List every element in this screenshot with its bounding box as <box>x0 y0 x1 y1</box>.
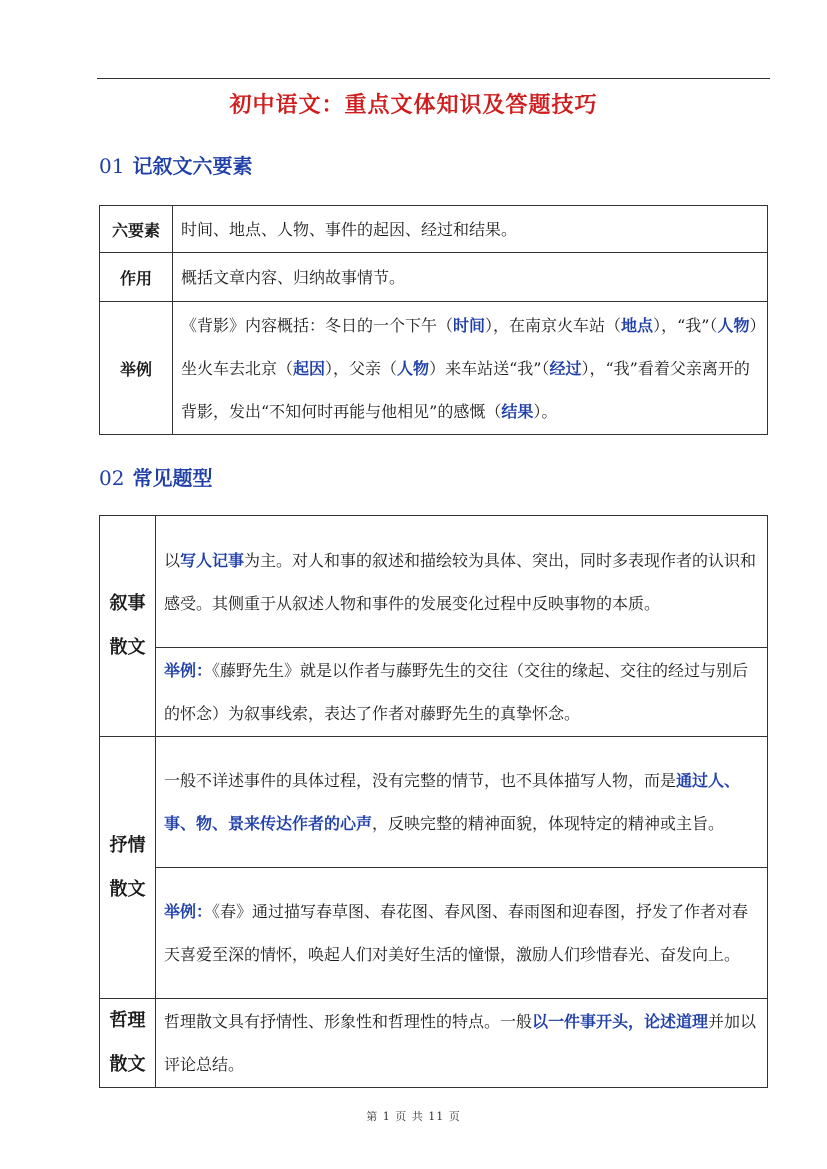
six-elements-table <box>99 205 768 435</box>
row-label: 作用 <box>100 253 173 302</box>
header-rule <box>97 78 770 79</box>
highlight-result: 结果 <box>501 401 534 421</box>
essay-types-table <box>99 515 768 1088</box>
text-run: ），在南京火车站（ <box>485 315 622 335</box>
document-title: 初中语文：重点文体知识及答题技巧 <box>229 92 598 118</box>
table-row <box>100 516 768 648</box>
highlight-place: 地点 <box>621 315 654 335</box>
text-run: ），“我”（ <box>653 315 718 335</box>
highlight-cause: 起因 <box>293 358 326 378</box>
example-text: 《藤野先生》就是以作者与藤野先生的交往（交往的缘起、交往的经过与别后的怀念）为叙事线索，表达了作者对藤野先生的真挚怀念。 <box>164 661 749 723</box>
highlight-text: 通过人、事、物、景来传达作者的心声 <box>164 771 741 833</box>
highlight-person: 人物 <box>397 358 430 378</box>
example-label: 举例： <box>164 661 213 680</box>
text-run: 《背影》内容概括：冬日的一个下午（ <box>181 315 454 335</box>
label-line: 叙事 <box>109 593 146 614</box>
example-text <box>173 302 768 435</box>
label-line: 哲理 <box>109 1010 146 1031</box>
lyrical-example <box>156 868 768 999</box>
row-text: 概括文章内容、归纳故事情节。 <box>173 253 768 302</box>
text-run: ）坐火车去北京（ <box>181 315 758 378</box>
highlight-text: 写人记事 <box>180 550 245 570</box>
highlight-person: 人物 <box>717 315 750 335</box>
section-title: 记叙文六要素 <box>132 154 253 178</box>
text-run: ），父亲（ <box>325 358 398 378</box>
text-run: 以 <box>164 550 181 570</box>
label-line: 散文 <box>109 637 146 658</box>
row-text: 时间、地点、人物、事件的起因、经过和结果。 <box>173 206 768 253</box>
type-label-narrative <box>100 516 156 737</box>
table-row <box>100 999 768 1088</box>
highlight-time: 时间 <box>453 315 486 335</box>
highlight-process: 经过 <box>549 358 582 378</box>
table-row <box>100 206 768 253</box>
philosophical-description <box>156 999 768 1088</box>
row-label: 六要素 <box>100 206 173 253</box>
label-line: 散文 <box>109 878 146 900</box>
type-label-lyrical <box>100 737 156 999</box>
text-run: ）。 <box>533 401 558 421</box>
section-number: 01 <box>99 154 125 178</box>
text-run: 哲理散文具有抒情性、形象性和哲理性的特点。一般 <box>164 1012 533 1031</box>
section-number: 02 <box>99 466 125 490</box>
text-run: ），“我”看着父亲离开的背影，发出“不知何时再能与他相见”的感慨（ <box>181 358 750 421</box>
narrative-example <box>156 648 768 737</box>
page-number: 第 1 页 共 11 页 <box>366 1110 461 1123</box>
example-label: 举例： <box>164 902 213 921</box>
text-run: 并加以评论总结。 <box>164 1012 757 1074</box>
table-row <box>100 737 768 868</box>
table-row <box>100 302 768 435</box>
table-row <box>100 648 768 737</box>
section-title: 常见题型 <box>132 466 213 490</box>
text-run: ，反映完整的精神面貌，体现特定的精神或主旨。 <box>372 814 725 833</box>
table-row <box>100 868 768 999</box>
label-line: 散文 <box>109 1054 146 1075</box>
section-heading-2 <box>99 462 212 491</box>
narrative-description <box>156 516 768 648</box>
section-heading-1 <box>99 150 252 179</box>
example-text: 《春》通过描写春草图、春花图、春风图、春雨图和迎春图，抒发了作者对春天喜爱至深的情怀，唤起人们对美好生活的憧憬，激励人们珍惜春光、奋发向上。 <box>164 902 749 964</box>
row-label: 举例 <box>100 302 173 435</box>
text-run: ）来车站送“我”（ <box>429 358 550 378</box>
lyrical-description <box>156 737 768 868</box>
highlight-text: 以一件事开头，论述道理 <box>532 1012 709 1031</box>
table-row <box>100 253 768 302</box>
text-run: 一般不详述事件的具体过程，没有完整的情节，也不具体描写人物，而是 <box>164 771 677 790</box>
label-line: 抒情 <box>109 834 146 856</box>
text-run: 为主。对人和事的叙述和描绘较为具体、突出，同时多表现作者的认识和感受。其侧重于从叙述人物和事件的发展变化过程中反映事物的本质。 <box>164 550 757 613</box>
type-label-philosophical <box>100 999 156 1088</box>
